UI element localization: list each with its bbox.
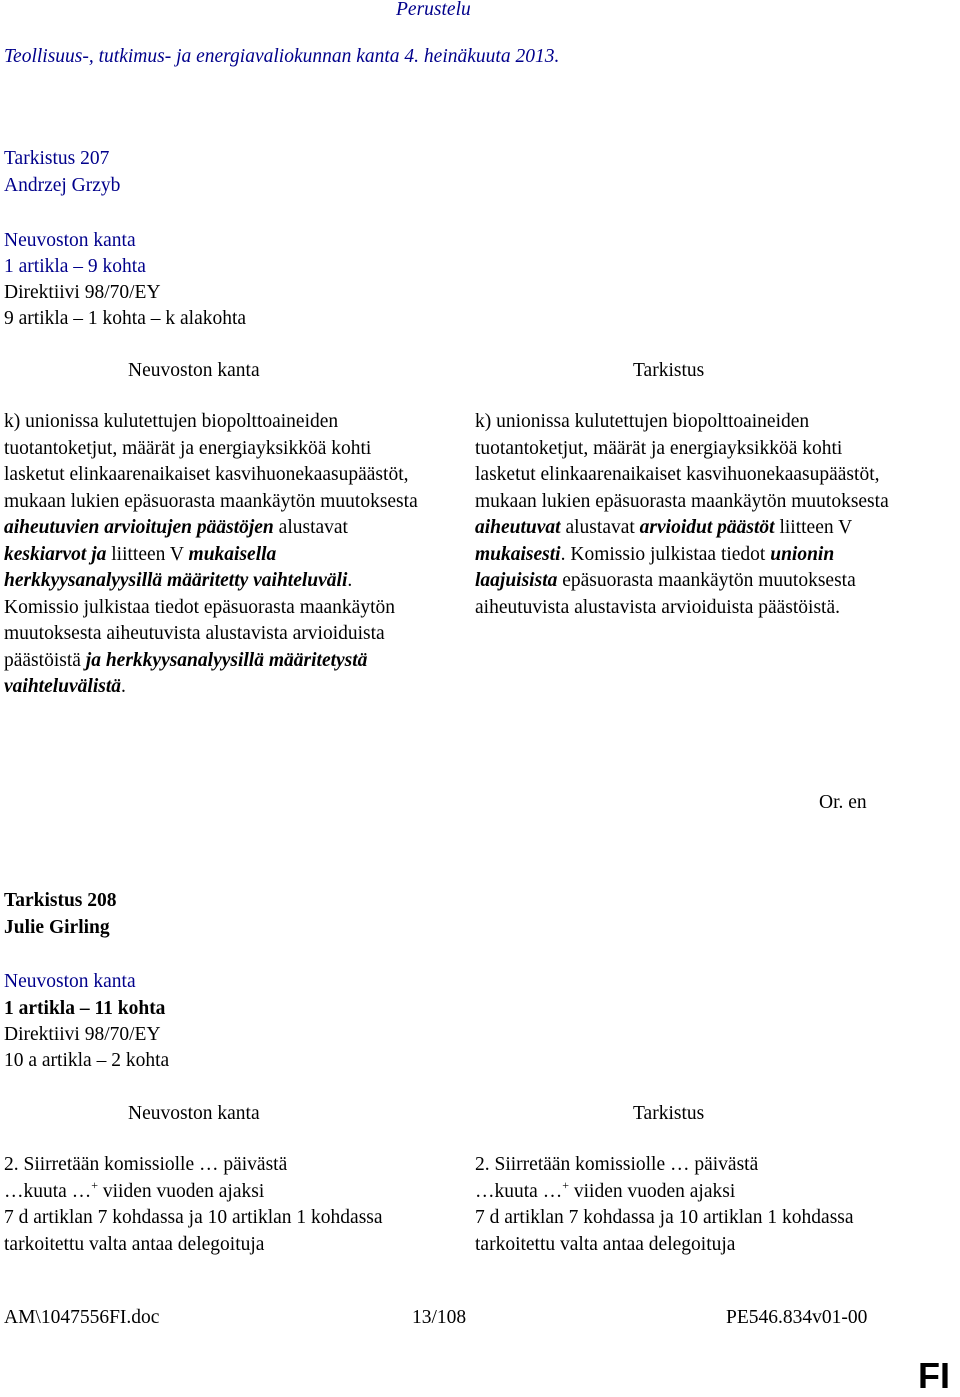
amendment-208-author: Julie Girling: [4, 917, 110, 938]
col-heading-council: Neuvoston kanta: [128, 360, 260, 381]
amendment-207-sub-article: 9 artikla – 1 kohta – k alakohta: [4, 308, 247, 329]
amendment-207-amendment-text: k) unionissa kulutettujen biopolttoaineiden tuotantoketjut, määrät ja energiayksikköä kohti lasketut elinkaarenaikaiset kasvihuonekaasupäästöt, mukaan lukien epäsuorasta maankäytön muutoksesta aiheutuvat alustavat arvioidut päästöt liitteen V mukaisesti. Komissio julkistaa tiedot unionin laajuisista epäsuorasta maankäytön muutoksesta aiheutuvista alustavista arvioiduista päästöistä.: [475, 411, 889, 618]
amendment-207-directive: Direktiivi 98/70/EY: [4, 282, 161, 303]
amendment-208-number: Tarkistus 208: [4, 890, 117, 911]
col-heading-amendment: Tarkistus: [633, 360, 705, 381]
committee-line: Teollisuus-, tutkimus- ja energiavaliokunnan kanta 4. heinäkuuta 2013.: [4, 46, 560, 67]
col-heading-amendment-208: Tarkistus: [633, 1103, 705, 1124]
amendment-208-council-text: 2. Siirretään komissiolle … päivästä …kuuta …+ viiden vuoden ajaksi 7 d artiklan 7 kohdassa ja 10 artiklan 1 kohdassa tarkoitettu valta antaa delegoituja: [4, 1154, 383, 1255]
amendment-208-sub-article: 10 a artikla – 2 kohta: [4, 1050, 170, 1071]
amendment-207-number: Tarkistus 207: [4, 148, 110, 169]
amendment-207-author: Andrzej Grzyb: [4, 175, 121, 196]
col-heading-council-208: Neuvoston kanta: [128, 1103, 260, 1124]
amendment-208-position: Neuvoston kanta: [4, 971, 136, 992]
footer-pe-ref: PE546.834v01-00: [726, 1307, 868, 1328]
amendment-208-directive: Direktiivi 98/70/EY: [4, 1024, 161, 1045]
footer-language-code: FI: [918, 1355, 950, 1396]
amendment-207-council-text: k) unionissa kulutettujen biopolttoaineiden tuotantoketjut, määrät ja energiayksikköä kohti lasketut elinkaarenaikaiset kasvihuonekaasupäästöt, mukaan lukien epäsuorasta maankäytön muutoksesta aiheutuvien arvioitujen päästöjen alustavat keskiarvot ja liitteen V mukaisella herkkyysanalyysillä määritetty vaihteluväli. Komissio julkistaa tiedot epäsuorasta maankäytön muutoksesta aiheutuvista alustavista arvioiduista päästöistä ja herkkyysanalyysillä määritetystä vaihteluvälistä.: [4, 411, 418, 697]
footer-page-number: 13/108: [412, 1307, 467, 1328]
amendment-207-position: Neuvoston kanta: [4, 230, 136, 251]
original-language: Or. en: [819, 792, 867, 813]
perustelu-heading: Perustelu: [396, 0, 471, 20]
amendment-207-article: 1 artikla – 9 kohta: [4, 256, 146, 277]
footer-doc-ref: AM\1047556FI.doc: [4, 1307, 160, 1328]
amendment-208-article: 1 artikla – 11 kohta: [4, 998, 166, 1019]
amendment-208-amendment-text: 2. Siirretään komissiolle … päivästä …kuuta …+ viiden vuoden ajaksi 7 d artiklan 7 kohdassa ja 10 artiklan 1 kohdassa tarkoitettu valta antaa delegoituja: [475, 1154, 854, 1255]
